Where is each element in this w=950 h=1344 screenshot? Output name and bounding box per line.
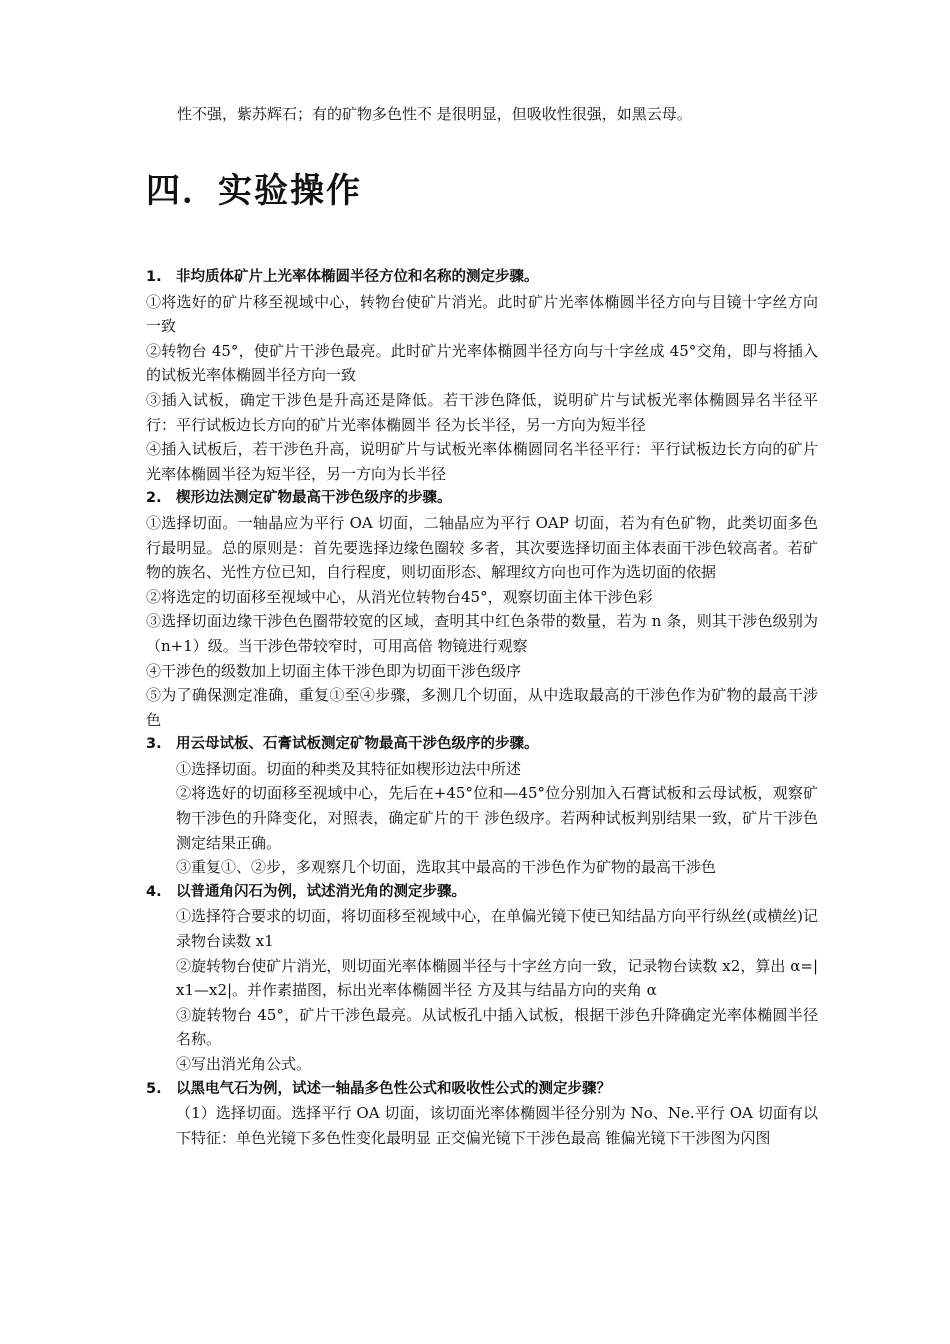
- question-title: [146, 1077, 818, 1102]
- step: ③旋转物台 45°，矿片干涉色最亮。从试板孔中插入试板，根据干涉色升降确定光率体椭圆半径名称。: [176, 1005, 818, 1049]
- step: ②将选好的切面移至视域中心，先后在+45°位和—45°位分别加入石膏试板和云母试板，观察矿物干涉色的升降变化，对照表，确定矿片的干 涉色级序。若两种试板判别结果一致，矿片干涉色测定结果正确。: [176, 784, 818, 852]
- step: ③重复①、②步，多观察几个切面，选取其中最高的干涉色作为矿物的最高干涉色: [176, 858, 717, 877]
- question-title: [146, 732, 818, 757]
- step: ③插入试板，确定干涉色是升高还是降低。若干涉色降低，说明矿片与试板光率体椭圆异名半径平行：平行试板边长方向的矿片光率体椭圆半 径为长半径，另一方向为短半径: [146, 390, 818, 434]
- step: ②转物台 45°，使矿片干涉色最亮。此时矿片光率体椭圆半径方向与十字丝成 45°交角，即与将插入的试板光率体椭圆半径方向一致: [146, 341, 818, 385]
- question-title-text: 以黑电气石为例，试述一轴晶多色性公式和吸收性公式的测定步骤？: [176, 1080, 611, 1097]
- question-number: 4.: [146, 883, 162, 900]
- question-list: [146, 265, 818, 1150]
- question-title: [146, 880, 818, 905]
- step: ④插入试板后，若干涉色升高，说明矿片与试板光率体椭圆同名半径平行：平行试板边长方向的矿片光率体椭圆半径为短半径，另一方向为长半径: [146, 440, 818, 483]
- step: ①将选好的矿片移至视域中心，转物台使矿片消光。此时矿片光率体椭圆半径方向与目镜十字丝方向一致: [146, 292, 818, 336]
- question-title-text: 以普通角闪石为例，试述消光角的测定步骤。: [176, 883, 466, 900]
- section-heading: 四．实验操作: [146, 171, 362, 211]
- question-title-text: 楔形边法测定矿物最高干涉色级序的步骤。: [176, 490, 452, 507]
- step: ①选择符合要求的切面，将切面移至视域中心，在单偏光镜下使已知结晶方向平行纵丝(或横丝)记录物台读数 x1: [176, 907, 818, 951]
- step: ④干涉色的级数加上切面主体干涉色即为切面干涉色级序: [146, 661, 522, 680]
- step: ②将选定的切面移至视域中心，从消光位转物台45°，观察切面主体干涉色彩: [146, 587, 653, 606]
- question-title-text: 用云母试板、石膏试板测定矿物最高干涉色级序的步骤。: [176, 736, 539, 753]
- question-title-text: 非均质体矿片上光率体椭圆半径方位和名称的测定步骤。: [176, 269, 539, 285]
- step: （1）选择切面。选择平行 OA 切面，该切面光率体椭圆半径分别为 No、Ne.平行 OA 切面有以下特征：单色光镜下多色性变化最明显 正交偏光镜下干涉色最高 锥偏光镜下干涉图为闪图: [176, 1104, 818, 1147]
- step: ①选择切面。切面的种类及其特征如楔形边法中所述: [176, 759, 522, 778]
- question-title: [146, 486, 818, 511]
- step: ①选择切面。一轴晶应为平行 OA 切面，二轴晶应为平行 OAP 切面，若为有色矿物，此类切面多色行最明显。总的原则是：首先要选择边缘色圈较 多者，其次要选择切面主体表面干涉色较高者。若矿物的族名、光性方位已知，自行程度，则切面形态、解理纹方向也可作为选切面的依据: [146, 513, 818, 582]
- intro-text: 性不强，紫苏辉石；有的矿物多色性不 是很明显，但吸收性很强，如黑云母。: [177, 105, 692, 123]
- step: ④写出消光角公式。: [176, 1055, 312, 1073]
- step: ②旋转物台使矿片消光，则切面光率体椭圆半径与十字丝方向一致，记录物台读数 x2，算出 α=| x1—x2|。并作素描图，标出光率体椭圆半径 方及其与结晶方向的夹角 α: [176, 956, 818, 1000]
- question-number: 1.: [146, 269, 162, 285]
- question-4: [146, 880, 818, 1077]
- question-5: [146, 1077, 818, 1151]
- question-number: 5.: [146, 1080, 162, 1097]
- question-title: [146, 265, 818, 290]
- question-number: 3.: [146, 736, 162, 753]
- question-2: [146, 486, 818, 732]
- question-number: 2.: [146, 490, 162, 507]
- question-1: [146, 265, 818, 486]
- step: ⑤为了确保测定准确，重复①至④步骤，多测几个切面，从中选取最高的干涉色作为矿物的最高干涉色: [146, 686, 818, 729]
- step: ③选择切面边缘干涉色色圈带较宽的区域，查明其中红色条带的数量，若为 n 条，则其干涉色级别为（n+1）级。当干涉色带较窄时，可用高倍 物镜进行观察: [146, 612, 818, 655]
- question-3: [146, 732, 818, 880]
